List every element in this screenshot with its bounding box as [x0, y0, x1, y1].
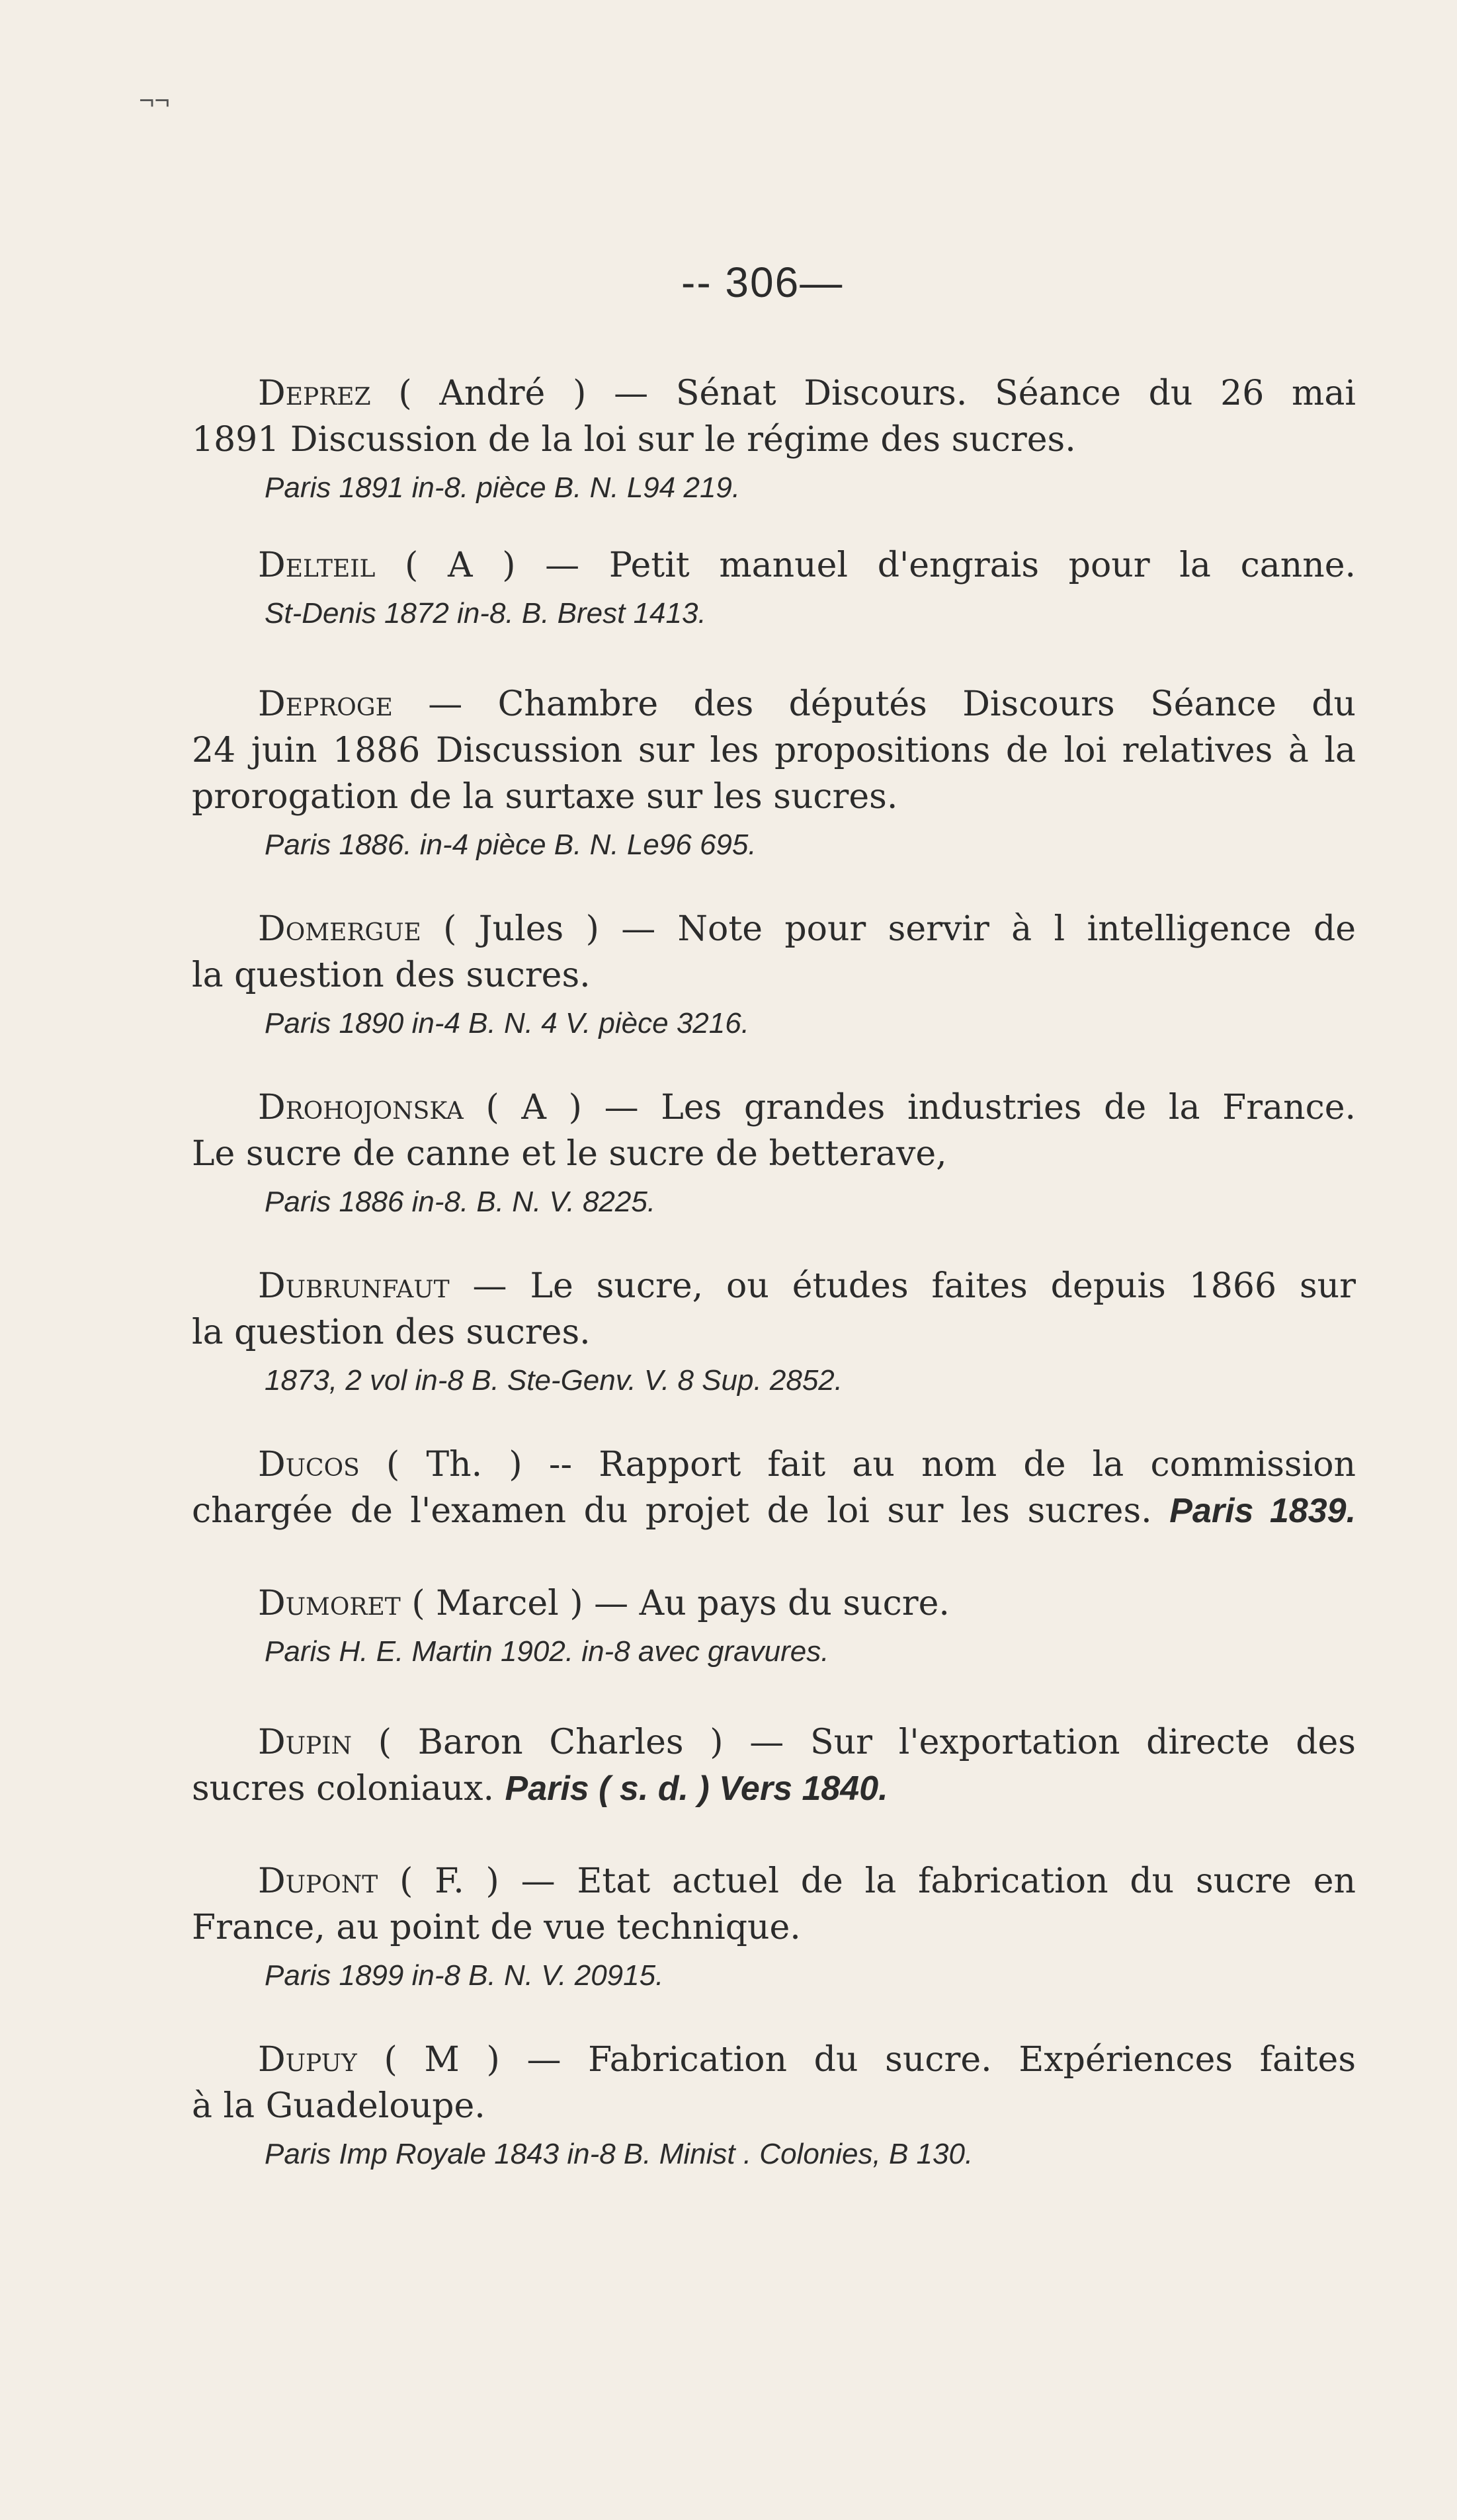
bibliography-entry	[192, 681, 1356, 866]
entry-first-line	[192, 2037, 1356, 2083]
entry-first-line	[192, 1263, 1356, 1309]
entry-continuation-line: 24 juin 1886 Discussion sur les propositions de loi relatives à la	[192, 731, 1356, 770]
entry-citation: Paris 1891 in-8. pièce B. N. L94 219.	[265, 471, 741, 504]
entry-continuation-line: la question des sucres.	[192, 955, 591, 995]
entry-inline-citation: Paris 1839.	[1169, 1492, 1356, 1530]
entry-author: Drohojonska	[258, 1088, 464, 1127]
entry-continuation-line	[192, 1488, 1356, 1534]
bibliography-entry	[192, 1580, 1356, 1673]
bibliography-entry	[192, 906, 1356, 1045]
entry-continuation-line	[192, 1766, 1356, 1812]
entry-title-start: ( Baron Charles ) — Sur l'exportation directe des	[378, 1723, 1356, 1762]
entry-first-line	[192, 1858, 1356, 1904]
entry-citation: Paris H. E. Martin 1902. in-8 avec gravures.	[265, 1635, 829, 1668]
entry-title-start: ( Th. ) -- Rapport fait au nom de la commission	[386, 1445, 1356, 1484]
entry-continuation-line: France, au point de vue technique.	[192, 1908, 801, 1947]
entry-citation: Paris Imp Royale 1843 in-8 B. Minist . Colonies, B 130.	[265, 2138, 974, 2170]
entry-author: Deprez	[258, 374, 371, 413]
entry-first-line	[192, 1719, 1356, 1766]
bibliography-entry	[192, 2037, 1356, 2175]
entry-first-line	[192, 1580, 1356, 1627]
entry-title-start: ( M ) — Fabrication du sucre. Expériences faites	[384, 2040, 1356, 2080]
entry-first-line	[192, 1084, 1356, 1131]
entry-continuation-line: à la Guadeloupe.	[192, 2086, 485, 2126]
entry-citation: Paris 1886 in-8. B. N. V. 8225.	[265, 1186, 656, 1218]
entry-title-start: ( André ) — Sénat Discours. Séance du 26 mai	[398, 374, 1356, 413]
bibliography-entry	[192, 1858, 1356, 1997]
entry-text: sucres coloniaux.	[192, 1769, 494, 1809]
entry-title-start: ( F. ) — Etat actuel de la fabrication du sucre en	[399, 1861, 1356, 1901]
bibliography-entry	[192, 542, 1356, 635]
entry-author: Dupont	[258, 1861, 378, 1901]
entry-continuation-line: 1891 Discussion de la loi sur le régime des sucres.	[192, 420, 1076, 460]
entry-first-line	[192, 906, 1356, 952]
page-number: -- 306—	[681, 259, 844, 306]
entry-continuation-line: la question des sucres.	[192, 1313, 591, 1352]
entry-continuation-line: Le sucre de canne et le sucre de betterave,	[192, 1134, 947, 1174]
entry-title-start: ( A ) — Petit manuel d'engrais pour la canne.	[405, 546, 1356, 585]
entry-author: Ducos	[258, 1445, 360, 1484]
entry-first-line	[192, 370, 1356, 417]
corner-mark: ¬¬	[139, 86, 170, 115]
entry-citation: Paris 1899 in-8 B. N. V. 20915.	[265, 1959, 664, 1992]
entry-citation: St-Denis 1872 in-8. B. Brest 1413.	[265, 597, 706, 630]
bibliography-entry	[192, 370, 1356, 509]
entry-author: Dupuy	[258, 2040, 357, 2080]
entry-first-line	[192, 1442, 1356, 1488]
entry-text: chargée de l'examen du projet de loi sur les sucres.	[192, 1491, 1152, 1531]
entry-first-line	[192, 681, 1356, 727]
entry-title-start: — Le sucre, ou études faites depuis 1866 sur	[472, 1266, 1356, 1306]
bibliography-entry	[192, 1442, 1356, 1534]
entry-author: Dupin	[258, 1723, 352, 1762]
bibliography-entry	[192, 1084, 1356, 1223]
bibliography-entry	[192, 1719, 1356, 1812]
entry-continuation-line: prorogation de la surtaxe sur les sucres.	[192, 777, 898, 817]
entry-first-line	[192, 542, 1356, 589]
bibliography-entry	[192, 1263, 1356, 1402]
entry-author: Delteil	[258, 546, 376, 585]
entry-author: Domergue	[258, 909, 421, 949]
entry-title-start: ( Marcel ) — Au pays du sucre.	[411, 1584, 950, 1623]
entry-author: Deproge	[258, 684, 393, 724]
entry-title-start: — Chambre des députés Discours Séance du	[428, 684, 1356, 724]
entry-title-start: ( Jules ) — Note pour servir à l intelligence de	[443, 909, 1356, 949]
entry-citation: Paris 1886. in-4 pièce B. N. Le96 695.	[265, 829, 757, 861]
entry-author: Dubrunfaut	[258, 1266, 450, 1306]
entry-title-start: ( A ) — Les grandes industries de la France.	[485, 1088, 1356, 1127]
entry-citation: Paris 1890 in-4 B. N. 4 V. pièce 3216.	[265, 1007, 749, 1039]
entry-author: Dumoret	[258, 1584, 401, 1623]
entry-inline-citation: Paris ( s. d. ) Vers 1840.	[505, 1769, 888, 1808]
entry-citation: 1873, 2 vol in-8 B. Ste-Genv. V. 8 Sup. 2852.	[265, 1364, 843, 1397]
